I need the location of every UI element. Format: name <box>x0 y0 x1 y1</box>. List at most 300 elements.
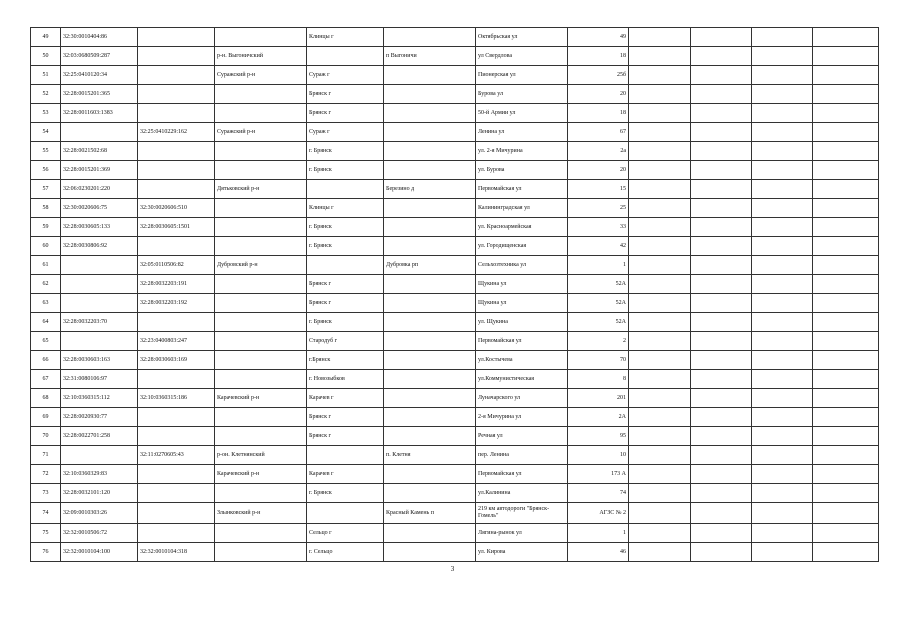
street-cell: Бурова ул <box>476 85 568 104</box>
house-number-cell: 70 <box>568 351 629 370</box>
empty-cell <box>629 543 691 562</box>
table-row <box>31 332 879 351</box>
empty-cell <box>691 142 752 161</box>
cadastral-number-2-cell: 32:28:0030603:169 <box>138 351 215 370</box>
district-cell <box>215 161 307 180</box>
street-cell: 50-й Армии ул <box>476 104 568 123</box>
empty-cell <box>629 503 691 524</box>
empty-cell <box>813 218 879 237</box>
city-cell <box>307 446 384 465</box>
district-cell <box>215 142 307 161</box>
settlement-cell <box>384 332 476 351</box>
empty-cell <box>691 123 752 142</box>
empty-cell <box>752 389 813 408</box>
cadastral-number-cell: 32:28:0021502:68 <box>61 142 138 161</box>
empty-cell <box>752 313 813 332</box>
empty-cell <box>629 294 691 313</box>
settlement-cell <box>384 142 476 161</box>
district-cell <box>215 237 307 256</box>
empty-cell <box>691 543 752 562</box>
cadastral-number-2-cell <box>138 161 215 180</box>
street-cell: ул.Калинина <box>476 484 568 503</box>
table-row <box>31 294 879 313</box>
table-row <box>31 465 879 484</box>
empty-cell <box>691 370 752 389</box>
empty-cell <box>691 408 752 427</box>
row-number-cell: 60 <box>31 237 61 256</box>
district-cell <box>215 351 307 370</box>
table-row <box>31 85 879 104</box>
settlement-cell <box>384 28 476 47</box>
city-cell: Брянск г <box>307 275 384 294</box>
table-row <box>31 180 879 199</box>
empty-cell <box>752 180 813 199</box>
cadastral-number-2-cell: 32:28:0030605:1501 <box>138 218 215 237</box>
empty-cell <box>691 294 752 313</box>
settlement-cell <box>384 484 476 503</box>
empty-cell <box>813 47 879 66</box>
empty-cell <box>813 123 879 142</box>
table-row <box>31 389 879 408</box>
empty-cell <box>691 427 752 446</box>
empty-cell <box>629 161 691 180</box>
empty-cell <box>752 161 813 180</box>
row-number-cell: 72 <box>31 465 61 484</box>
settlement-cell: Дубровка рп <box>384 256 476 275</box>
city-cell: Сураж г <box>307 66 384 85</box>
empty-cell <box>629 332 691 351</box>
empty-cell <box>813 275 879 294</box>
empty-cell <box>752 427 813 446</box>
table-row <box>31 104 879 123</box>
house-number-cell: АГЗС № 2 <box>568 503 629 524</box>
cadastral-number-2-cell <box>138 180 215 199</box>
district-cell <box>215 543 307 562</box>
empty-cell <box>629 351 691 370</box>
empty-cell <box>629 85 691 104</box>
cadastral-number-cell <box>61 294 138 313</box>
cadastral-number-2-cell <box>138 28 215 47</box>
empty-cell <box>691 161 752 180</box>
row-number-cell: 54 <box>31 123 61 142</box>
street-cell: Лягина-рынок ул <box>476 524 568 543</box>
row-number-cell: 73 <box>31 484 61 503</box>
cadastral-number-2-cell <box>138 104 215 123</box>
empty-cell <box>752 123 813 142</box>
table-body <box>31 28 879 562</box>
empty-cell <box>629 484 691 503</box>
cadastral-number-2-cell: 32:10:0360315:186 <box>138 389 215 408</box>
empty-cell <box>752 199 813 218</box>
city-cell <box>307 47 384 66</box>
city-cell: Сураж г <box>307 123 384 142</box>
empty-cell <box>691 465 752 484</box>
street-cell: ул. Кирова <box>476 543 568 562</box>
cadastral-number-cell: 32:28:0015201:365 <box>61 85 138 104</box>
street-cell: Речная ул <box>476 427 568 446</box>
house-number-cell: 25 <box>568 199 629 218</box>
cadastral-number-2-cell: 32:23:0400803:247 <box>138 332 215 351</box>
settlement-cell <box>384 161 476 180</box>
empty-cell <box>813 484 879 503</box>
city-cell: г.Брянск <box>307 351 384 370</box>
street-cell: ул. Городищенская <box>476 237 568 256</box>
city-cell: Стародуб г <box>307 332 384 351</box>
district-cell <box>215 332 307 351</box>
district-cell: р-н. Выгоничский <box>215 47 307 66</box>
table-row <box>31 313 879 332</box>
empty-cell <box>691 85 752 104</box>
row-number-cell: 75 <box>31 524 61 543</box>
city-cell: Клинцы г <box>307 28 384 47</box>
city-cell: Брянск г <box>307 85 384 104</box>
street-cell: Щукина ул <box>476 275 568 294</box>
row-number-cell: 64 <box>31 313 61 332</box>
empty-cell <box>629 256 691 275</box>
empty-cell <box>691 484 752 503</box>
street-cell: ул. Красноармейская <box>476 218 568 237</box>
table-row <box>31 503 879 524</box>
city-cell: г. Брянск <box>307 237 384 256</box>
cadastral-number-cell: 32:25:0410120:34 <box>61 66 138 85</box>
empty-cell <box>813 427 879 446</box>
cadastral-number-cell <box>61 123 138 142</box>
settlement-cell <box>384 370 476 389</box>
street-cell: ул. 2-я Мичурина <box>476 142 568 161</box>
cadastral-number-cell <box>61 275 138 294</box>
street-cell: Щукина ул <box>476 294 568 313</box>
city-cell: Брянск г <box>307 294 384 313</box>
empty-cell <box>691 47 752 66</box>
row-number-cell: 65 <box>31 332 61 351</box>
city-cell: г. Брянск <box>307 161 384 180</box>
city-cell: Брянск г <box>307 104 384 123</box>
empty-cell <box>813 524 879 543</box>
empty-cell <box>752 484 813 503</box>
empty-cell <box>752 351 813 370</box>
empty-cell <box>629 389 691 408</box>
district-cell: Суражский р-н <box>215 123 307 142</box>
empty-cell <box>813 351 879 370</box>
empty-cell <box>813 142 879 161</box>
district-cell: Карачевский р-н <box>215 465 307 484</box>
row-number-cell: 56 <box>31 161 61 180</box>
settlement-cell: Березино д <box>384 180 476 199</box>
empty-cell <box>752 408 813 427</box>
empty-cell <box>813 28 879 47</box>
table-row <box>31 66 879 85</box>
empty-cell <box>629 123 691 142</box>
house-number-cell: 52А <box>568 275 629 294</box>
cadastral-number-cell: 32:28:0032203:70 <box>61 313 138 332</box>
house-number-cell: 15 <box>568 180 629 199</box>
city-cell: Клинцы г <box>307 199 384 218</box>
cadastral-number-cell: 32:28:0032101:120 <box>61 484 138 503</box>
cadastral-number-cell <box>61 256 138 275</box>
city-cell: Карачев г <box>307 465 384 484</box>
settlement-cell <box>384 465 476 484</box>
empty-cell <box>813 66 879 85</box>
row-number-cell: 51 <box>31 66 61 85</box>
empty-cell <box>813 104 879 123</box>
cadastral-number-2-cell: 32:28:0032203:191 <box>138 275 215 294</box>
empty-cell <box>691 104 752 123</box>
empty-cell <box>752 85 813 104</box>
empty-cell <box>813 180 879 199</box>
cadastral-number-2-cell: 32:30:0020606:510 <box>138 199 215 218</box>
cadastral-number-2-cell <box>138 524 215 543</box>
empty-cell <box>752 256 813 275</box>
house-number-cell: 18 <box>568 104 629 123</box>
house-number-cell: 173 А <box>568 465 629 484</box>
empty-cell <box>691 199 752 218</box>
house-number-cell: 8 <box>568 370 629 389</box>
empty-cell <box>629 275 691 294</box>
empty-cell <box>813 237 879 256</box>
cadastral-number-2-cell <box>138 427 215 446</box>
cadastral-number-2-cell: 32:32:0010104:318 <box>138 543 215 562</box>
table-row <box>31 47 879 66</box>
empty-cell <box>691 66 752 85</box>
city-cell: Брянск г <box>307 408 384 427</box>
empty-cell <box>691 28 752 47</box>
empty-cell <box>813 389 879 408</box>
settlement-cell <box>384 199 476 218</box>
row-number-cell: 55 <box>31 142 61 161</box>
empty-cell <box>752 294 813 313</box>
street-cell: Сельхозтехника ул <box>476 256 568 275</box>
cadastral-number-cell: 32:03:0680509:287 <box>61 47 138 66</box>
cadastral-number-cell: 32:28:0030806:92 <box>61 237 138 256</box>
table-row <box>31 370 879 389</box>
settlement-cell <box>384 408 476 427</box>
settlement-cell: п. Клетня <box>384 446 476 465</box>
empty-cell <box>629 104 691 123</box>
street-cell: ул.Костычева <box>476 351 568 370</box>
district-cell <box>215 427 307 446</box>
house-number-cell: 10 <box>568 446 629 465</box>
empty-cell <box>752 237 813 256</box>
cadastral-number-2-cell <box>138 313 215 332</box>
cadastral-number-cell: 32:28:0011603:1383 <box>61 104 138 123</box>
district-cell <box>215 524 307 543</box>
empty-cell <box>629 465 691 484</box>
table-row <box>31 524 879 543</box>
street-cell: Ленина ул <box>476 123 568 142</box>
table-row <box>31 408 879 427</box>
table-row <box>31 199 879 218</box>
house-number-cell: 1 <box>568 256 629 275</box>
empty-cell <box>813 543 879 562</box>
empty-cell <box>752 543 813 562</box>
cadastral-number-2-cell <box>138 408 215 427</box>
cadastral-number-cell: 32:32:0010104:100 <box>61 543 138 562</box>
house-number-cell: 2 <box>568 332 629 351</box>
cadastral-number-2-cell <box>138 47 215 66</box>
settlement-cell: п Выгоничи <box>384 47 476 66</box>
empty-cell <box>629 313 691 332</box>
street-cell: Луначарского ул <box>476 389 568 408</box>
house-number-cell: 74 <box>568 484 629 503</box>
empty-cell <box>629 408 691 427</box>
district-cell <box>215 275 307 294</box>
street-cell: 2-я Мичурина ул <box>476 408 568 427</box>
row-number-cell: 66 <box>31 351 61 370</box>
settlement-cell <box>384 389 476 408</box>
row-number-cell: 76 <box>31 543 61 562</box>
cadastral-number-cell: 32:09:0010303:26 <box>61 503 138 524</box>
city-cell: Сельцо г <box>307 524 384 543</box>
cadastral-number-2-cell <box>138 66 215 85</box>
settlement-cell <box>384 66 476 85</box>
city-cell: г. Брянск <box>307 218 384 237</box>
district-cell <box>215 484 307 503</box>
street-cell: Первомайская ул <box>476 332 568 351</box>
registry-sheet <box>30 27 878 562</box>
city-cell: г. Новозыбков <box>307 370 384 389</box>
empty-cell <box>629 199 691 218</box>
row-number-cell: 52 <box>31 85 61 104</box>
empty-cell <box>691 351 752 370</box>
cadastral-number-cell: 32:28:0030605:133 <box>61 218 138 237</box>
row-number-cell: 49 <box>31 28 61 47</box>
row-number-cell: 53 <box>31 104 61 123</box>
empty-cell <box>813 465 879 484</box>
city-cell <box>307 256 384 275</box>
street-cell: 219 км автодороги "Брянск-Гомель" <box>476 503 568 524</box>
house-number-cell: 18 <box>568 47 629 66</box>
empty-cell <box>752 524 813 543</box>
cadastral-number-cell <box>61 332 138 351</box>
cadastral-number-cell: 32:32:0010506:72 <box>61 524 138 543</box>
row-number-cell: 69 <box>31 408 61 427</box>
settlement-cell <box>384 218 476 237</box>
district-cell <box>215 104 307 123</box>
empty-cell <box>752 332 813 351</box>
empty-cell <box>691 256 752 275</box>
row-number-cell: 57 <box>31 180 61 199</box>
empty-cell <box>752 465 813 484</box>
settlement-cell: Красный Камень п <box>384 503 476 524</box>
empty-cell <box>752 446 813 465</box>
table-row <box>31 484 879 503</box>
table-row <box>31 218 879 237</box>
cadastral-number-2-cell: 32:05:0110506:82 <box>138 256 215 275</box>
empty-cell <box>691 180 752 199</box>
city-cell: Брянск г <box>307 427 384 446</box>
empty-cell <box>752 47 813 66</box>
settlement-cell <box>384 313 476 332</box>
row-number-cell: 50 <box>31 47 61 66</box>
house-number-cell: 52А <box>568 294 629 313</box>
row-number-cell: 59 <box>31 218 61 237</box>
table-row <box>31 28 879 47</box>
cadastral-number-cell: 32:28:0030603:163 <box>61 351 138 370</box>
street-cell: ул Свердлова <box>476 47 568 66</box>
row-number-cell: 68 <box>31 389 61 408</box>
district-cell <box>215 28 307 47</box>
settlement-cell <box>384 275 476 294</box>
settlement-cell <box>384 104 476 123</box>
empty-cell <box>752 370 813 389</box>
row-number-cell: 58 <box>31 199 61 218</box>
district-cell: Дятьковский р-н <box>215 180 307 199</box>
cadastral-number-cell: 32:30:0020606:75 <box>61 199 138 218</box>
street-cell: Первомайская ул <box>476 465 568 484</box>
empty-cell <box>752 218 813 237</box>
house-number-cell: 95 <box>568 427 629 446</box>
empty-cell <box>629 237 691 256</box>
empty-cell <box>813 161 879 180</box>
empty-cell <box>691 218 752 237</box>
house-number-cell: 67 <box>568 123 629 142</box>
empty-cell <box>752 104 813 123</box>
street-cell: пер. Ленина <box>476 446 568 465</box>
empty-cell <box>813 256 879 275</box>
street-cell: ул. Бурова <box>476 161 568 180</box>
settlement-cell <box>384 524 476 543</box>
house-number-cell: 46 <box>568 543 629 562</box>
empty-cell <box>813 370 879 389</box>
empty-cell <box>629 66 691 85</box>
settlement-cell <box>384 294 476 313</box>
street-cell: Октябрьская ул <box>476 28 568 47</box>
table-row <box>31 543 879 562</box>
settlement-cell <box>384 543 476 562</box>
empty-cell <box>629 142 691 161</box>
city-cell: г. Брянск <box>307 484 384 503</box>
table-row <box>31 351 879 370</box>
empty-cell <box>752 275 813 294</box>
empty-cell <box>813 313 879 332</box>
empty-cell <box>691 275 752 294</box>
district-cell: р-он. Клетнянский <box>215 446 307 465</box>
city-cell: г. Сельцо <box>307 543 384 562</box>
house-number-cell: 2А <box>568 408 629 427</box>
settlement-cell <box>384 427 476 446</box>
empty-cell <box>629 370 691 389</box>
cadastral-number-2-cell <box>138 370 215 389</box>
settlement-cell <box>384 123 476 142</box>
cadastral-number-2-cell <box>138 142 215 161</box>
cadastral-number-cell: 32:10:0360329:83 <box>61 465 138 484</box>
empty-cell <box>752 503 813 524</box>
row-number-cell: 67 <box>31 370 61 389</box>
cadastral-number-2-cell <box>138 85 215 104</box>
house-number-cell: 25б <box>568 66 629 85</box>
cadastral-number-2-cell: 32:25:0410229:162 <box>138 123 215 142</box>
row-number-cell: 71 <box>31 446 61 465</box>
table-row <box>31 142 879 161</box>
district-cell: Суражский р-н <box>215 66 307 85</box>
table-row <box>31 161 879 180</box>
district-cell <box>215 408 307 427</box>
district-cell <box>215 313 307 332</box>
row-number-cell: 70 <box>31 427 61 446</box>
empty-cell <box>691 313 752 332</box>
cadastral-number-2-cell <box>138 484 215 503</box>
settlement-cell <box>384 351 476 370</box>
empty-cell <box>813 294 879 313</box>
table-row <box>31 275 879 294</box>
house-number-cell: 20 <box>568 161 629 180</box>
empty-cell <box>629 446 691 465</box>
empty-cell <box>691 524 752 543</box>
district-cell: Карачевский р-н <box>215 389 307 408</box>
city-cell: Карачев г <box>307 389 384 408</box>
page-number: 3 <box>450 565 455 573</box>
street-cell: Первомайская ул <box>476 180 568 199</box>
